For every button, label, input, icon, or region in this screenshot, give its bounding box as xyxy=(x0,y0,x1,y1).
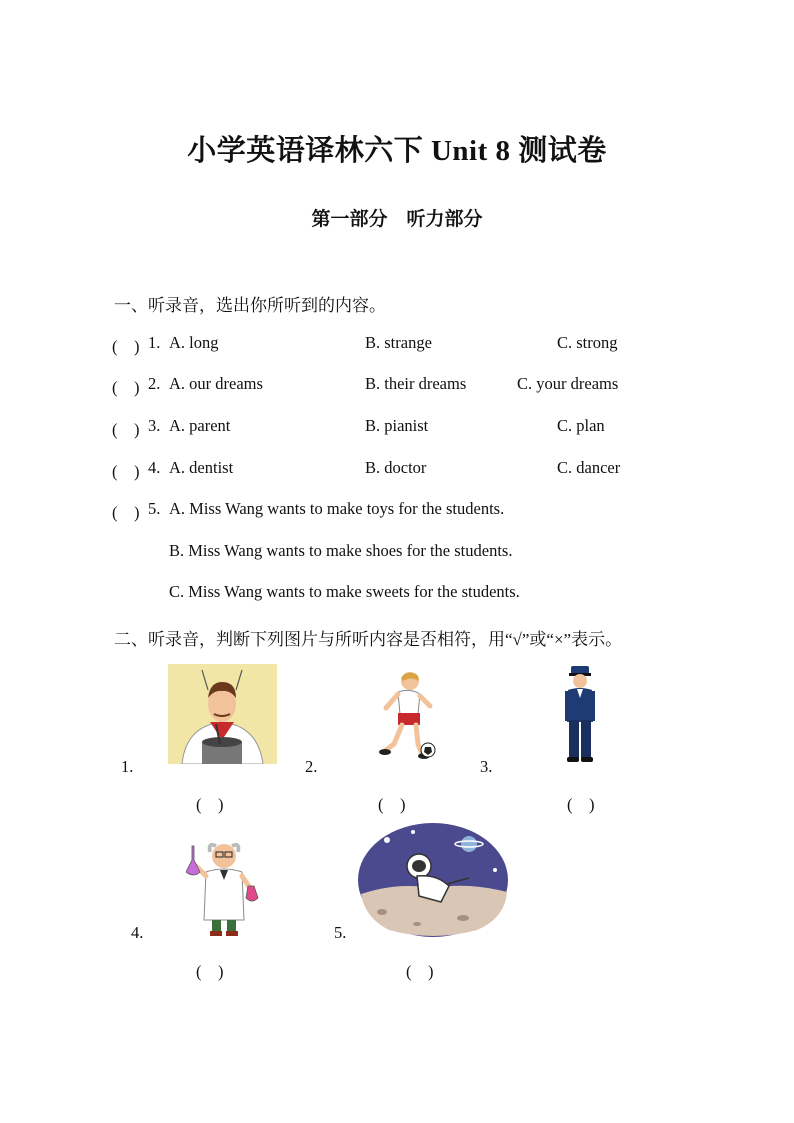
chef-picture xyxy=(168,664,277,764)
section2-heading: 二、听录音，判断下列图片与所听内容是否相符，用“√”或“×”表示。 xyxy=(114,630,623,649)
option-b: B. pianist xyxy=(365,416,429,435)
answer-blank[interactable]: ( ) xyxy=(406,962,434,981)
answer-blank[interactable]: ( ) xyxy=(196,962,224,981)
option-a: A. parent xyxy=(169,416,231,435)
section1-heading: 一、听录音，选出你所听到的内容。 xyxy=(114,296,386,315)
option-c: C. your dreams xyxy=(517,374,619,393)
football-player-picture xyxy=(376,668,436,762)
question-number: 4. xyxy=(148,458,161,477)
option-c: C. dancer xyxy=(557,458,621,477)
option-a: A. dentist xyxy=(169,458,234,477)
policeman-picture xyxy=(563,664,597,764)
question-number: 1. xyxy=(148,333,161,352)
answer-blank[interactable]: ( ) xyxy=(112,503,140,522)
part-subtitle: 第一部分 听力部分 xyxy=(311,209,483,230)
question-number: 2. xyxy=(148,374,161,393)
option-b: B. Miss Wang wants to make shoes for the students. xyxy=(169,541,513,560)
answer-blank[interactable]: ( ) xyxy=(196,795,224,814)
page-title: 小学英语译林六下 Unit 8 测试卷 xyxy=(187,135,607,167)
picture-number: 4. xyxy=(131,923,144,942)
option-a: A. Miss Wang wants to make toys for the students. xyxy=(169,499,505,518)
picture-number: 5. xyxy=(334,923,347,942)
option-c: C. Miss Wang wants to make sweets for the students. xyxy=(169,582,520,601)
option-c: C. strong xyxy=(557,333,618,352)
option-a: A. our dreams xyxy=(169,374,263,393)
picture-number: 2. xyxy=(305,757,318,776)
scientist-picture xyxy=(186,836,262,938)
option-b: B. their dreams xyxy=(365,374,467,393)
answer-blank[interactable]: ( ) xyxy=(112,462,140,481)
answer-blank[interactable]: ( ) xyxy=(112,337,140,356)
picture-number: 3. xyxy=(480,757,493,776)
astronaut-picture xyxy=(357,822,510,938)
answer-blank[interactable]: ( ) xyxy=(112,378,140,397)
option-b: B. strange xyxy=(365,333,432,352)
question-number: 3. xyxy=(148,416,161,435)
question-number: 5. xyxy=(148,499,161,518)
answer-blank[interactable]: ( ) xyxy=(378,795,406,814)
picture-number: 1. xyxy=(121,757,134,776)
option-c: C. plan xyxy=(557,416,605,435)
answer-blank[interactable]: ( ) xyxy=(112,420,140,439)
answer-blank[interactable]: ( ) xyxy=(567,795,595,814)
option-b: B. doctor xyxy=(365,458,427,477)
option-a: A. long xyxy=(169,333,219,352)
